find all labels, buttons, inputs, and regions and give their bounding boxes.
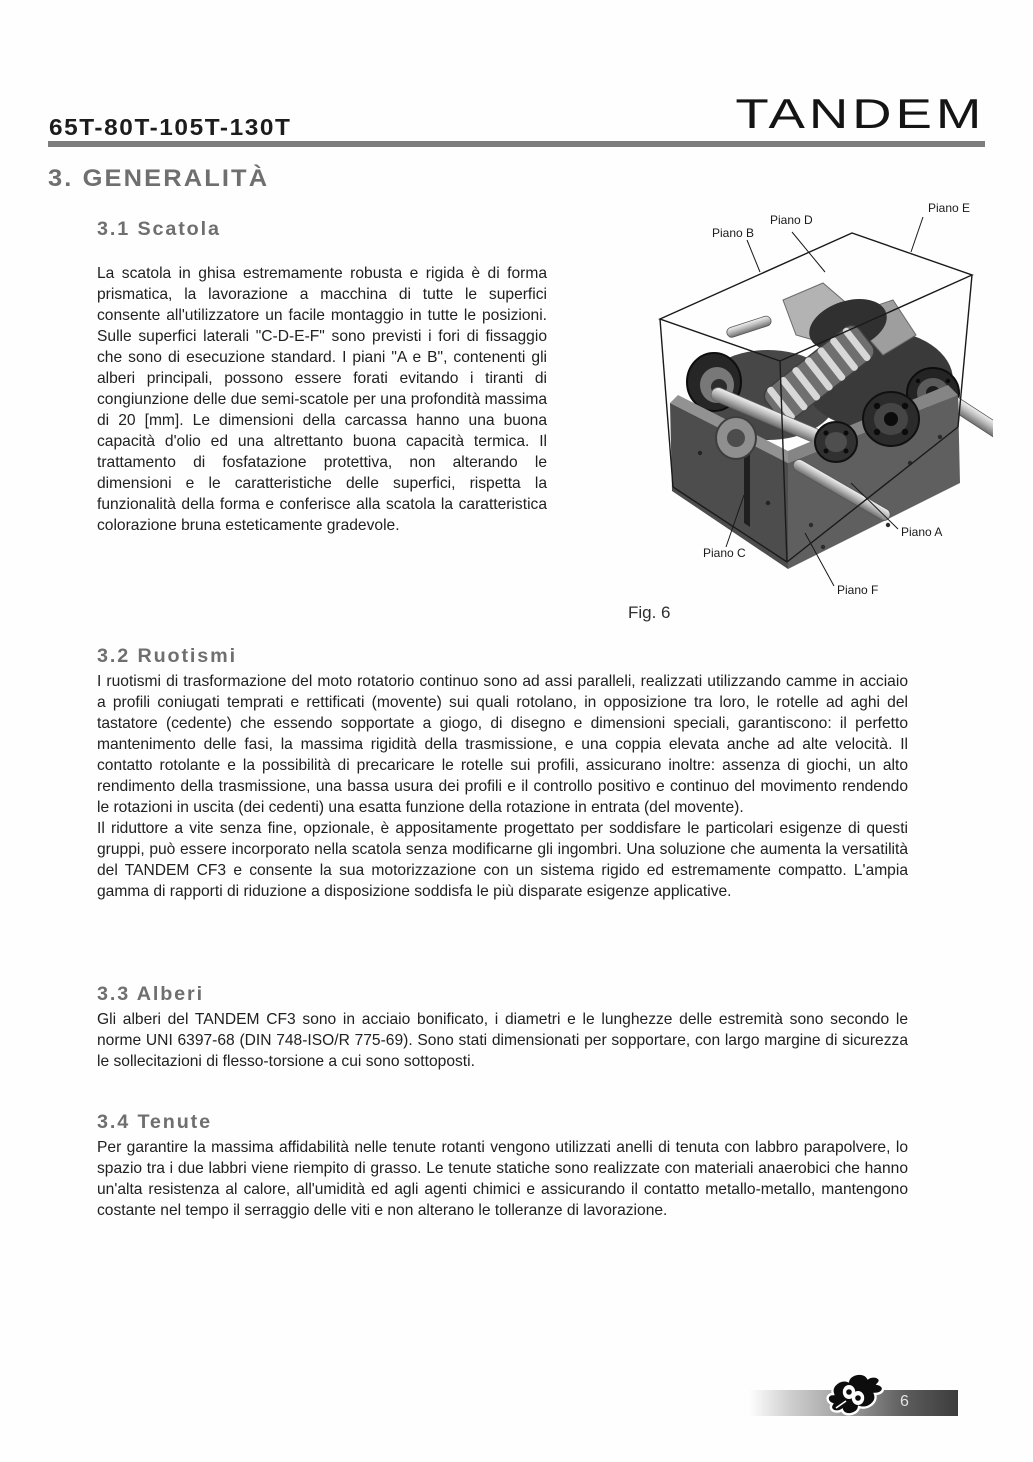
paragraph: Per garantire la massima affidabilità nelle tenute rotanti vengono utilizzati anelli di tenuta con labbro parapolvere, lo spazio tra i due labbri viene riempito di grasso. Le tenute statiche sono realizzate con materiali anaerobici che hanno un'alta resistenza al calore, all'umidità ed agli agenti chimici e assicurando il contatto metallo-metallo, mantengono costante nel tempo il serraggio delle viti e non alterano le tolleranze di lavorazione. — [97, 1139, 908, 1219]
page-number: 6 — [900, 1393, 909, 1410]
figure-label-piano-a: Piano A — [901, 525, 943, 539]
section-heading: 3.3 Alberi — [97, 984, 204, 1005]
header-model-title: 65T-80T-105T-130T — [49, 114, 292, 140]
figure-caption: Fig. 6 — [628, 603, 671, 622]
paragraph: I ruotismi di trasformazione del moto rotatorio continuo sono ad assi paralleli, realizzati utilizzando camme in acciaio a profili coniugati temprati e rettificati (movente) sui quali rotolano, in opposizione tra loro, le rotelle ad aghi del tastatore (cedente) che essendo sopportate a giogo, di disegno e dimensioni speciali, garantiscono: il perfetto mantenimento delle fasi, la massima rigidità della trasmissione, e una coppia elevata anche ad alte velocità. Il contatto rotolante e la possibilità di precaricare le rotelle sui profili, assicurano inoltre: assenza di giochi, un alto rendimento della trasmissione, una bassa usura dei profili e il controllo positivo e continuo del movimento rendendo le rotazioni in uscita (dei cedenti) una esatta funzione della rotazione in entrata (del movente). — [97, 673, 908, 816]
paragraph: Il riduttore a vite senza fine, opzionale, è appositamente progettato per soddisfare le particolari esigenze di questi gruppi, può essere incorporato nella scatola senza modificarne gli ingombri. Una soluzione che aumenta la versatilità del TANDEM CF3 e consente la sua motorizzazione con un sistema rigido ed estremamente compatto. L'ampia gamma di rapporti di riduzione a disposizione soddisfa le più disparate esigenze applicative. — [97, 820, 908, 900]
figure-label-piano-c: Piano C — [703, 546, 746, 560]
gearbox-logo-icon — [822, 1368, 888, 1418]
gearbox-photo — [648, 195, 993, 607]
section-heading: 3.2 Ruotismi — [97, 646, 237, 667]
section-heading: 3.4 Tenute — [97, 1112, 212, 1133]
section-tenute — [97, 1112, 908, 1221]
section-scatola — [97, 219, 547, 536]
section-ruotismi — [97, 646, 908, 902]
figure-label-piano-d: Piano D — [770, 213, 813, 227]
figure — [648, 195, 993, 607]
section-alberi — [97, 984, 908, 1072]
header-rule — [48, 141, 985, 147]
paragraph: La scatola in ghisa estremamente robusta e rigida è di forma prismatica, la lavorazione a macchina di tutte le superfici consente all'utilizzatore un facile montaggio in tutte le posizioni. Sulle superfici laterali "C-D-E-F" sono previsti i fori di fissaggio che sono di esecuzione standard. I piani "A e B", contenenti gli alberi principali, possono essere forati evitando i tiranti di congiunzione delle due semi-scatole per una profondità massima di 20 [mm]. Le dimensioni della carcassa hanno una buona capacità d'olio ed una altrettanto buona capacità termica. Il trattamento di fosfatazione protettiva, non alterando le dimensioni e le caratteristiche delle superfici, rispetta la funzionalità della forma e conferisce alla scatola la caratteristica colorazione bruna esteticamente gradevole. — [97, 265, 547, 534]
header-brand-logo-text: TANDEM — [735, 90, 985, 137]
figure-label-piano-b: Piano B — [712, 226, 755, 240]
section-heading: 3.1 Scatola — [97, 219, 221, 240]
figure-label-piano-e: Piano E — [928, 201, 971, 215]
figure-label-piano-f: Piano F — [837, 583, 879, 597]
paragraph: Gli alberi del TANDEM CF3 sono in acciaio bonificato, i diametri e le lunghezze delle estremità sono secondo le norme UNI 6397-68 (DIN 748-ISO/R 775-69). Sono stati dimensionati per sopportare, con largo margine di sicurezza le sollecitazioni di flesso-torsione a cui sono sottoposti. — [97, 1011, 908, 1070]
page-title: 3. GENERALITÀ — [48, 165, 270, 192]
